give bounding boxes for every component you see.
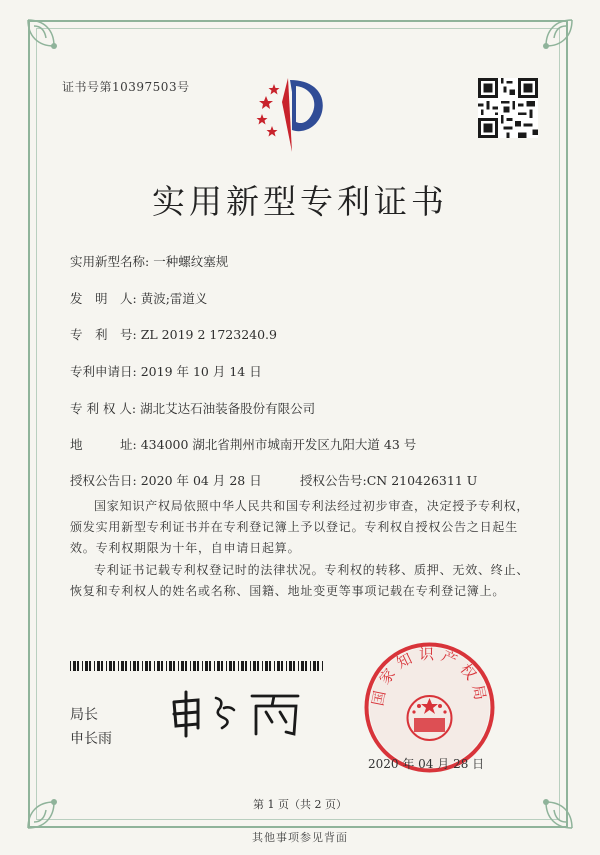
field-patentee-label: 专 利 权 人: — [70, 401, 137, 416]
footer-note: 其他事项参见背面 — [252, 831, 348, 844]
field-apply-date-value: 2019 年 10 月 14 日 — [140, 364, 262, 379]
field-patentee-value: 湖北艾达石油装备股份有限公司 — [140, 401, 316, 416]
certificate-title: 实用新型专利证书 — [152, 182, 448, 221]
field-name-value: 一种螺纹塞规 — [153, 254, 229, 269]
certificate-number: 证书号第10397503号 — [62, 80, 190, 94]
field-address-value: 434000 湖北省荆州市城南开发区九阳大道 43 号 — [140, 437, 417, 452]
qr-code-icon — [478, 78, 538, 138]
field-apply-date-label: 专利申请日: — [70, 364, 137, 379]
corner-ornament-top-right — [516, 16, 576, 76]
field-patent-no — [70, 325, 277, 343]
field-patent-no-label: 专 利 号: — [70, 327, 137, 342]
field-grant-no-label: 授权公告号: — [300, 473, 367, 488]
corner-ornament-top-left — [24, 16, 84, 76]
field-name-label: 实用新型名称: — [70, 254, 150, 269]
seal-date: 2020 年 04 月 28 日 — [368, 757, 485, 771]
director-signature — [168, 688, 308, 738]
field-grant-no-value: CN 210426311 U — [366, 473, 478, 488]
director-title: 局长 — [70, 707, 98, 723]
field-address — [70, 435, 416, 453]
field-grant-date-label: 授权公告日: — [70, 473, 137, 488]
field-grant-date-value: 2020 年 04 月 28 日 — [140, 473, 262, 488]
field-name — [70, 252, 228, 270]
page-number: 第 1 页（共 2 页） — [253, 798, 347, 811]
paragraph-grant-statement: 国家知识产权局依照中华人民共和国专利法经过初步审查，决定授予专利权，颁发实用新型专利证书并在专利登记簿上予以登记。专利权自授权公告之日起生效。专利权期限为十年，自申请日起算。 — [70, 499, 530, 555]
field-apply-date — [70, 362, 262, 380]
svg-text:国家知识产权局: 国家知识产权局 — [368, 645, 491, 708]
field-grant-date — [70, 471, 262, 489]
paragraph-legal-status: 专利证书记载专利权登记时的法律状况。专利权的转移、质押、无效、终止、恢复和专利权人的姓名或名称、国籍、地址变更等事项记载在专利登记簿上。 — [70, 563, 530, 598]
field-inventor-label: 发 明 人: — [70, 291, 137, 306]
field-inventor — [70, 289, 207, 307]
director-name: 申长雨 — [70, 731, 112, 747]
field-patent-no-value: ZL 2019 2 1723240.9 — [140, 327, 277, 342]
field-address-label: 地 址: — [70, 437, 137, 452]
barcode-icon — [70, 656, 325, 666]
cnipa-logo-icon — [252, 72, 332, 152]
field-patentee — [70, 399, 315, 417]
field-inventor-value: 黄波;雷道义 — [140, 291, 208, 306]
field-grant-no — [300, 471, 477, 489]
